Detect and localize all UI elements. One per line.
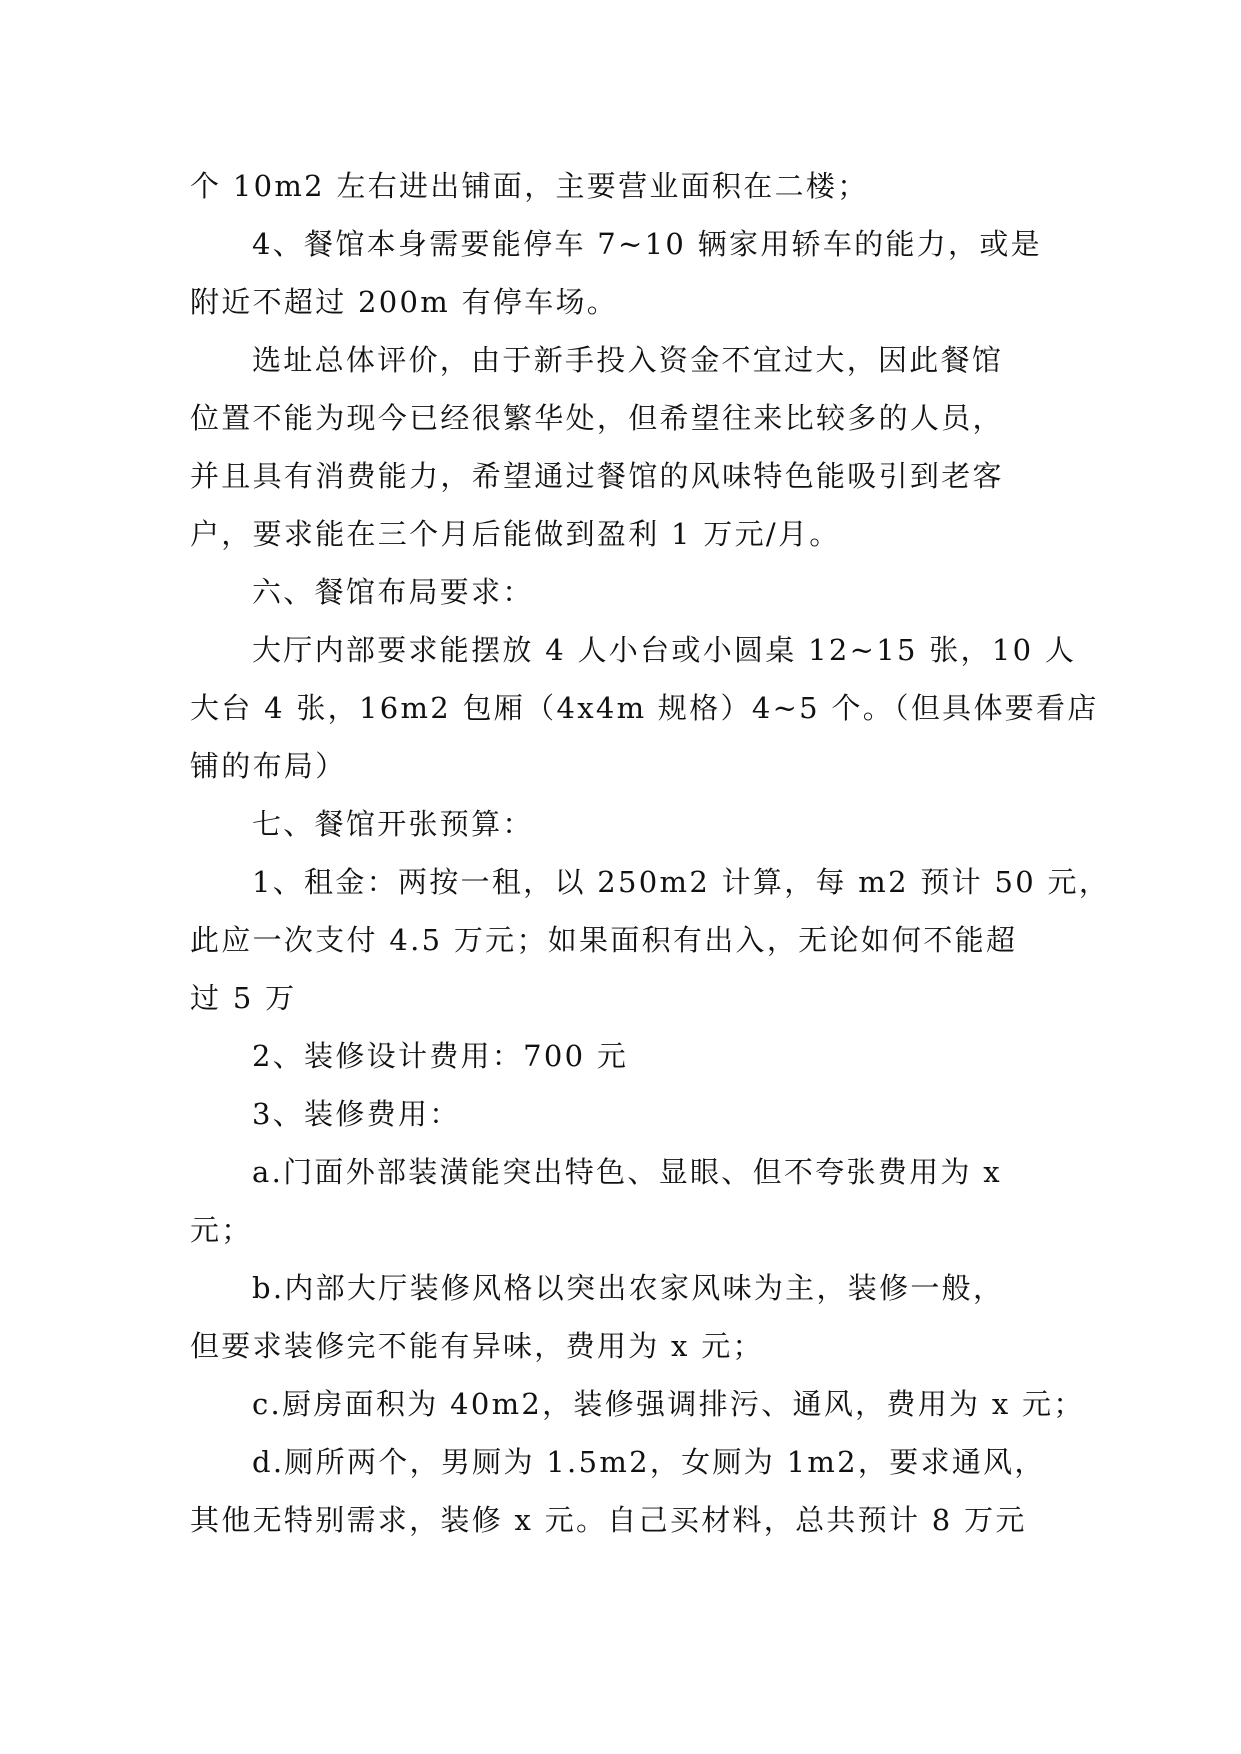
text-line: b.内部大厅装修风格以突出农家风味为主，装修一般，	[252, 1271, 1005, 1305]
text-line: 此应一次支付 4.5 万元；如果面积有出入，无论如何不能超	[190, 923, 1018, 957]
text-line: 户，要求能在三个月后能做到盈利 1 万元/月。	[190, 517, 841, 551]
text-line: 大厅内部要求能摆放 4 人小台或小圆桌 12~15 张，10 人	[252, 633, 1077, 667]
text-line: c.厨房面积为 40m2，装修强调排污、通风，费用为 x 元；	[252, 1387, 1085, 1421]
section-heading: 七、餐馆开张预算：	[252, 807, 534, 841]
text-line: 选址总体评价，由于新手投入资金不宜过大，因此餐馆	[252, 343, 1004, 377]
text-line: 1、租金：两按一租，以 250m2 计算，每 m2 预计 50 元，	[252, 865, 1111, 899]
text-line: 并且具有消费能力，希望通过餐馆的风味特色能吸引到老客	[190, 459, 1004, 493]
text-line: 个 10m2 左右进出铺面，主要营业面积在二楼；	[190, 169, 869, 203]
text-line: 大台 4 张，16m2 包厢（4x4m 规格）4~5 个。（但具体要看店	[190, 691, 1099, 725]
text-line: 2、装修设计费用：700 元	[252, 1039, 629, 1073]
text-line: 元；	[190, 1213, 253, 1247]
section-heading: 六、餐馆布局要求：	[252, 575, 534, 609]
text-line: 过 5 万	[190, 981, 297, 1015]
text-line: 但要求装修完不能有异味，费用为 x 元；	[190, 1329, 764, 1363]
text-line: 附近不超过 200m 有停车场。	[190, 285, 619, 319]
text-line: 其他无特别需求，装修 x 元。自己买材料，总共预计 8 万元	[190, 1503, 1027, 1537]
text-line: 3、装修费用：	[252, 1097, 461, 1131]
document-body	[190, 157, 1111, 1549]
text-line: 4、餐馆本身需要能停车 7~10 辆家用轿车的能力，或是	[252, 227, 1042, 261]
text-line: a.门面外部装潢能突出特色、显眼、但不夸张费用为 x	[252, 1155, 1002, 1189]
text-line: 铺的布局）	[190, 749, 347, 783]
text-line: d.厕所两个，男厕为 1.5m2，女厕为 1m2，要求通风，	[252, 1445, 1046, 1479]
text-line: 位置不能为现今已经很繁华处，但希望往来比较多的人员，	[190, 401, 1004, 435]
